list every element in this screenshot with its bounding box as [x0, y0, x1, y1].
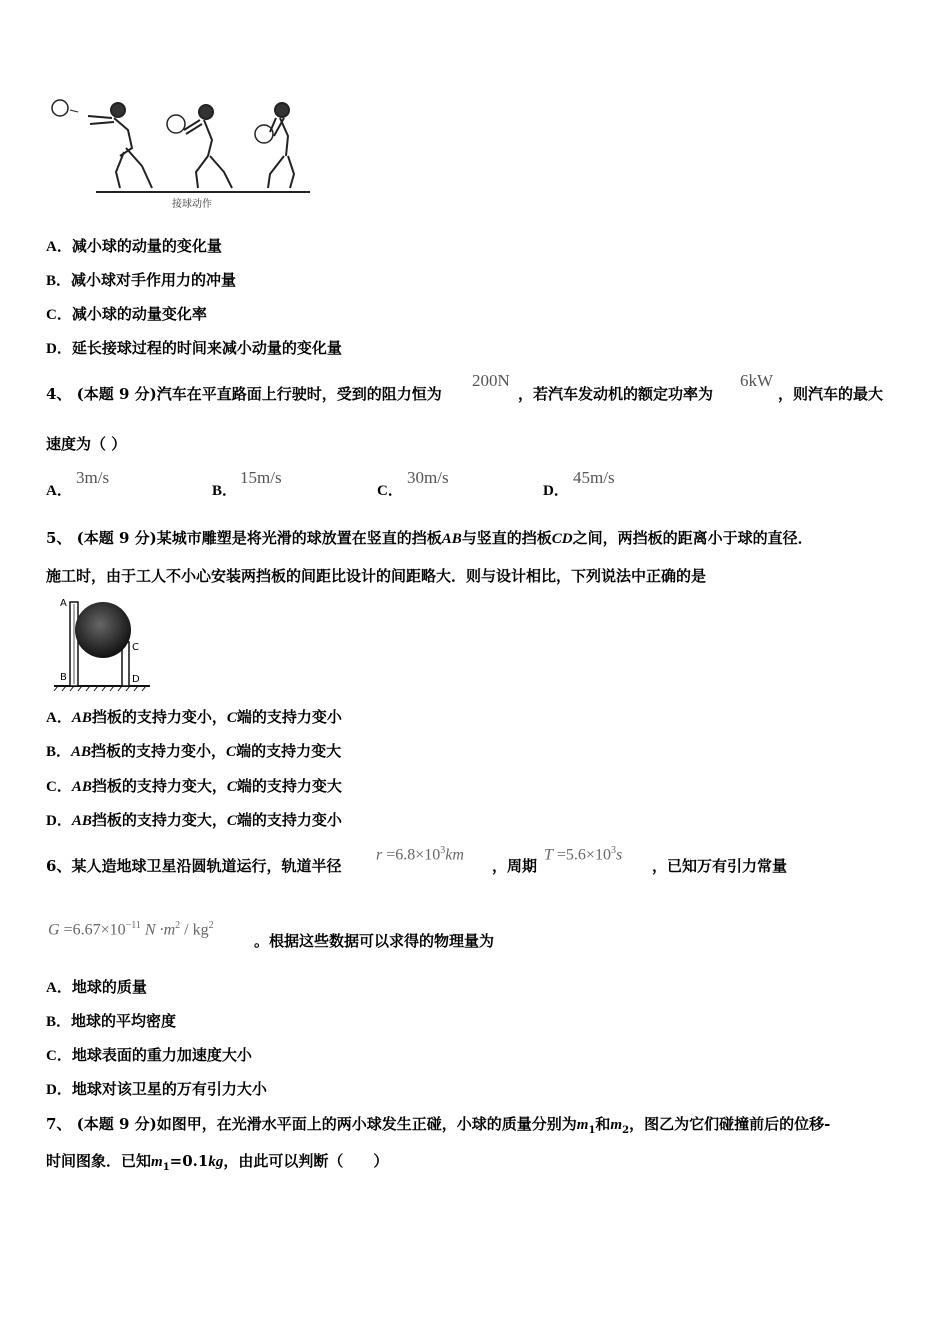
- q4-option-c-letter: C．: [377, 483, 403, 499]
- option-letter: C．: [46, 779, 72, 795]
- option-text: 地球表面的重力加速度大小: [71, 1046, 252, 1064]
- subscript-1: 1: [588, 1125, 596, 1136]
- q3-option-d: [46, 338, 342, 359]
- q7-text-a: (本题 9 分)如图甲，在光滑水平面上的两小球发生正碰，小球的质量分别为: [76, 1115, 577, 1133]
- option-text: 地球的平均密度: [71, 1012, 177, 1030]
- option-letter: A．: [46, 710, 72, 726]
- q4-option-d-value: 45m/s: [573, 468, 615, 487]
- option-letter: B．: [46, 273, 72, 289]
- q4-force-value: 200N: [472, 371, 510, 390]
- r-unit: km: [445, 846, 464, 864]
- q6-text-b: ，周期: [492, 857, 538, 875]
- q6-text-a: 某人造地球卫星沿圆轨道运行，轨道半径: [71, 857, 342, 875]
- label-a: A: [60, 598, 67, 609]
- option-text: 延长接球过程的时间来减小动量的变化量: [71, 339, 342, 357]
- ball-boards-figure: [52, 594, 156, 692]
- m-symbol: m: [576, 1117, 589, 1133]
- q3-option-a: [46, 236, 222, 257]
- q6-option-b: [46, 1011, 176, 1032]
- g-unit-exponent-2: 2: [208, 920, 214, 931]
- q4-option-a-letter: A．: [46, 483, 72, 499]
- q5-option-a: [46, 707, 342, 728]
- q5-text-a: (本题 9 分)某城市雕塑是将光滑的球放置在竖直的挡板: [76, 529, 442, 547]
- g-unit-b: / kg: [180, 921, 209, 939]
- q4-power-value: 6kW: [740, 371, 774, 390]
- option-mid: 挡板的支持力变大，: [91, 777, 227, 795]
- option-letter: D．: [46, 813, 72, 829]
- q7-stem-line1: [46, 1114, 830, 1141]
- t-equation: =5.6×10: [552, 846, 611, 864]
- option-c: C: [226, 779, 237, 795]
- question-number: 5、: [46, 529, 72, 547]
- q7-unit: kg: [208, 1154, 224, 1170]
- q7-text-c: 时间图象．已知: [46, 1152, 152, 1170]
- q4-option-b-value: 15m/s: [240, 468, 282, 487]
- subscript-2: 2: [622, 1125, 630, 1136]
- q5-stem-line1: [46, 528, 813, 549]
- g-exponent: −11: [125, 920, 141, 931]
- option-mid: 挡板的支持力变小，: [91, 708, 227, 726]
- option-letter: B．: [46, 744, 72, 760]
- option-text: 减小球的动量变化率: [71, 305, 207, 323]
- q6-gravity-constant-formula: [48, 920, 214, 939]
- m-symbol: m: [151, 1154, 163, 1170]
- option-c: C: [226, 744, 237, 760]
- option-text: 地球的质量: [71, 978, 147, 996]
- g-unit-exponent: 2: [175, 920, 181, 931]
- q5-option-c: [46, 776, 342, 797]
- option-letter: D．: [46, 341, 72, 357]
- q4-option-b-letter: B．: [212, 483, 238, 499]
- q4-option-a-value: 3m/s: [76, 468, 110, 487]
- option-ab: AB: [71, 744, 92, 760]
- q6-option-d: [46, 1079, 267, 1100]
- option-letter: A．: [46, 980, 72, 996]
- r-symbol: r: [376, 846, 383, 864]
- option-letter: D．: [46, 1082, 72, 1098]
- question-number: 6、: [46, 857, 72, 875]
- g-unit-a: N ·m: [144, 921, 176, 939]
- q5-option-d: [46, 810, 342, 831]
- option-end: 端的支持力变小: [236, 708, 342, 726]
- option-letter: C．: [46, 1048, 72, 1064]
- q5-cd-label: CD: [551, 531, 573, 547]
- label-d: D: [132, 674, 140, 685]
- option-end: 端的支持力变小: [236, 811, 342, 829]
- option-mid: 挡板的支持力变小，: [91, 742, 227, 760]
- question-number: 4、: [46, 385, 72, 403]
- label-b: B: [60, 672, 67, 683]
- g-equation: =6.67×10: [59, 921, 126, 939]
- q7-text-d: ，由此可以判断（ ）: [223, 1152, 389, 1170]
- q5-option-b: [46, 741, 341, 762]
- m-symbol: m: [610, 1117, 623, 1133]
- ball-boards-drawing: [52, 594, 156, 692]
- q5-ab-label: AB: [441, 531, 462, 547]
- subscript-1: 1: [162, 1162, 170, 1173]
- t-unit: s: [615, 846, 623, 864]
- option-letter: C．: [46, 307, 72, 323]
- option-text: 减小球的动量的变化量: [71, 237, 222, 255]
- option-ab: AB: [71, 813, 92, 829]
- q6-period-formula: [544, 845, 622, 864]
- r-equation: =6.8×10: [382, 846, 441, 864]
- q6-text-c: ，已知万有引力常量: [652, 857, 788, 875]
- q6-text-d: 。根据这些数据可以求得的物理量为: [254, 932, 495, 950]
- question-number: 7、: [46, 1115, 72, 1133]
- q3-option-c: [46, 304, 207, 325]
- q4-option-c-value: 30m/s: [407, 468, 449, 487]
- q5-text-c: 之间，两挡板的距离小于球的直径．: [572, 529, 813, 547]
- q4-text-c: ，则汽车的最大: [778, 385, 884, 403]
- q4-text-a: (本题 9 分)汽车在平直路面上行驶时，受到的阻力恒为: [76, 385, 442, 403]
- figure-caption: 接球动作: [172, 199, 212, 210]
- label-c: C: [132, 642, 139, 653]
- option-ab: AB: [71, 710, 92, 726]
- option-c: C: [226, 813, 237, 829]
- q7-text-b: ，图乙为它们碰撞前后的位移-: [629, 1115, 831, 1133]
- g-symbol: G: [48, 921, 60, 939]
- q6-option-c: [46, 1045, 252, 1066]
- q7-and: 和: [595, 1115, 611, 1133]
- q6-option-a: [46, 977, 147, 998]
- t-exponent: 3: [610, 845, 616, 856]
- option-ab: AB: [71, 779, 92, 795]
- option-letter: B．: [46, 1014, 72, 1030]
- option-mid: 挡板的支持力变大，: [91, 811, 227, 829]
- q6-stem-line1: [46, 856, 341, 876]
- option-text: 减小球对手作用力的冲量: [71, 271, 237, 289]
- r-exponent: 3: [440, 845, 446, 856]
- q4-stem-line1: [46, 384, 442, 404]
- q4-text-b: ，若汽车发动机的额定功率为: [518, 385, 714, 403]
- q4-option-d-letter: D．: [543, 483, 569, 499]
- option-end: 端的支持力变大: [236, 777, 342, 795]
- q4-stem-line2: 速度为（ ）: [46, 435, 127, 453]
- option-c: C: [226, 710, 237, 726]
- q7-stem-line2: [46, 1151, 388, 1178]
- q3-option-b: [46, 270, 236, 291]
- catch-ball-figure: [48, 96, 313, 212]
- q5-text-b: 与竖直的挡板: [461, 529, 552, 547]
- option-letter: A．: [46, 239, 72, 255]
- option-end: 端的支持力变大: [236, 742, 342, 760]
- q5-stem-line2: 施工时，由于工人不小心安装两挡板的间距比设计的间距略大．则与设计相比，下列说法中正确的是: [46, 567, 707, 585]
- q6-radius-formula: [376, 845, 464, 864]
- option-text: 地球对该卫星的万有引力大小: [71, 1080, 267, 1098]
- q7-given-value: =0.1: [169, 1152, 209, 1170]
- t-symbol: T: [544, 846, 553, 864]
